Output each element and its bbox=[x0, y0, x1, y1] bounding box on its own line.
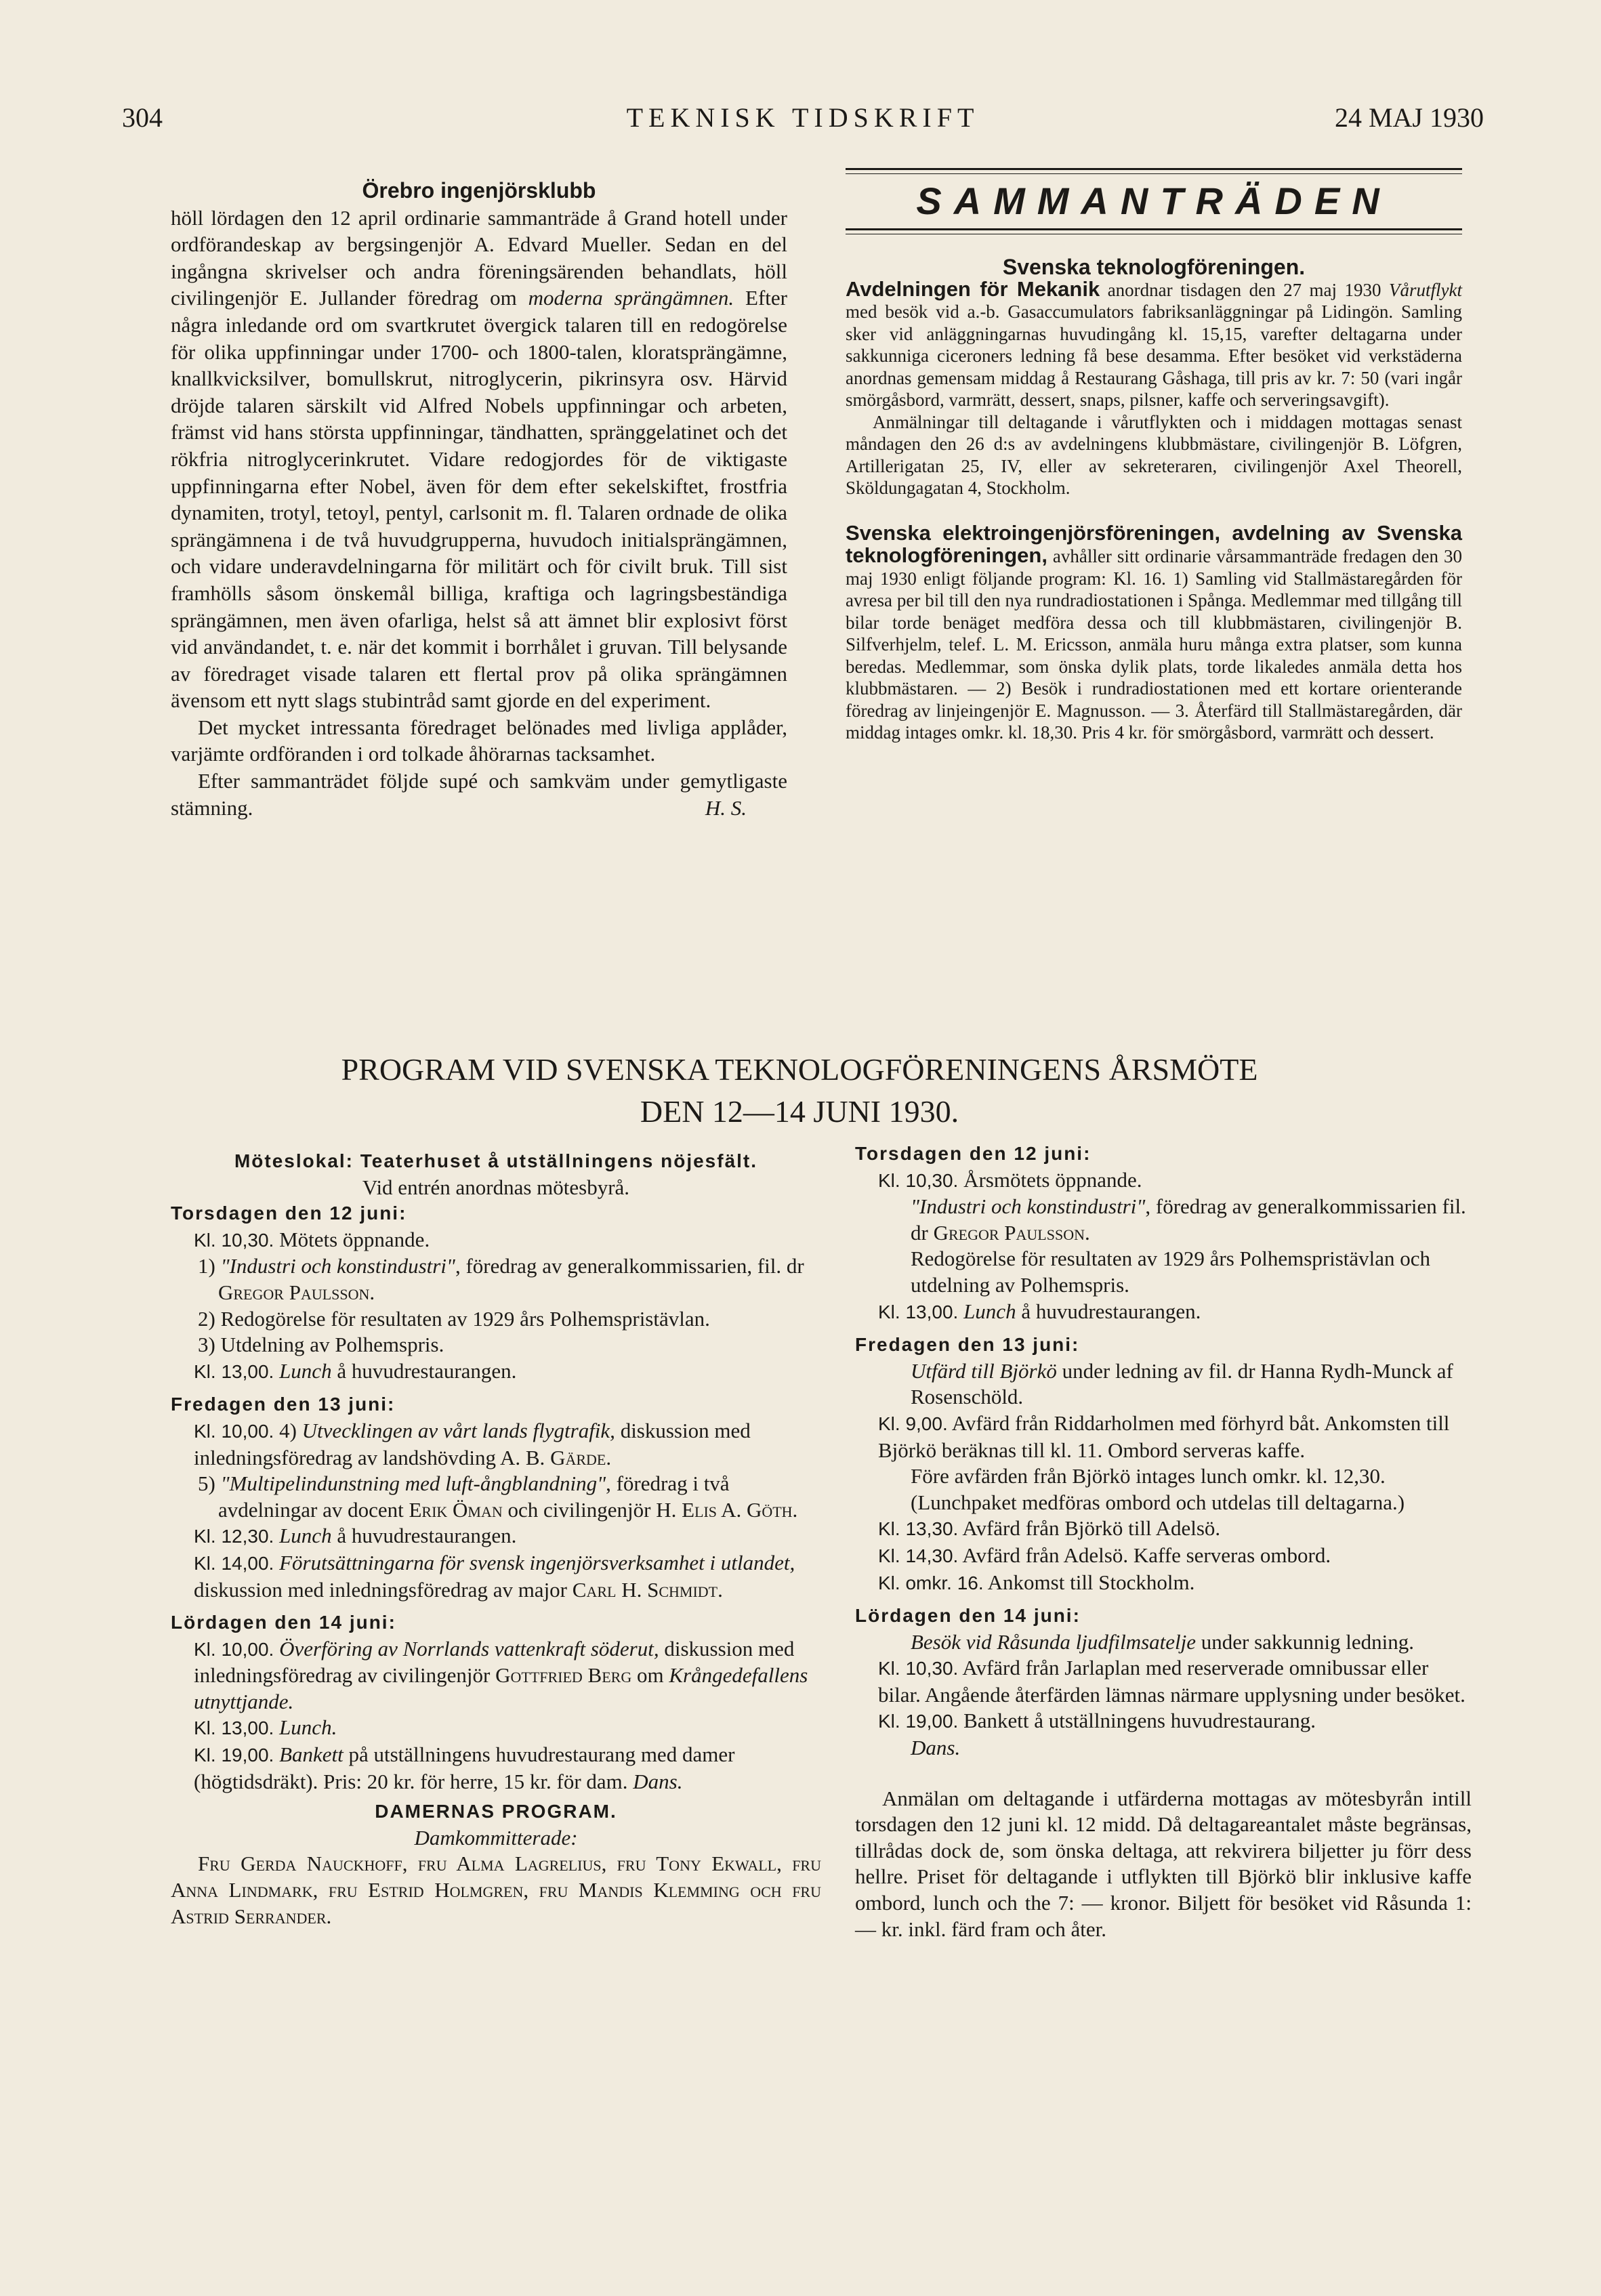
day-heading: Fredagen den 13 juni: bbox=[171, 1394, 396, 1415]
journal-title: TEKNISK TIDSKRIFT bbox=[626, 102, 980, 133]
schedule-item: Kl. 10,30. Mötets öppnande. bbox=[194, 1227, 430, 1251]
ladies-program-heading: DAMERNAS PROGRAM. bbox=[375, 1801, 617, 1822]
program-title: PROGRAM VID SVENSKA TEKNOLOGFÖRENINGENS ÅRSMÖTE DEN 12—14 JUNI 1930. bbox=[341, 1052, 1258, 1129]
schedule-item: Kl. 14,00. Förutsättningarna för svensk ingenjörsverksamhet i utlandet, diskussion med inledningsföredrag av major Carl H. Schmidt. bbox=[194, 1550, 795, 1602]
day-heading: Lördagen den 14 juni: bbox=[171, 1612, 396, 1633]
page-number: 304 bbox=[122, 102, 163, 133]
day-heading: Lördagen den 14 juni: bbox=[855, 1605, 1081, 1627]
schedule-item: Kl. 13,00. Lunch å huvudrestaurangen. bbox=[194, 1358, 517, 1383]
schedule-item: Kl. omkr. 16. Ankomst till Stockholm. bbox=[878, 1570, 1195, 1594]
schedule-item: 5) "Multipelindunstning med luft-ångblandning", föredrag i två avdelningar av docent Erik Öman och civilingenjör H. Elis A. Göth. bbox=[198, 1471, 798, 1522]
sammantraden-title: SAMMANTRÄDEN bbox=[916, 180, 1392, 222]
banner-rule-bottom bbox=[846, 228, 1462, 234]
notice-paragraph: Anmälningar till deltagande i vårutflykten och i middagen mottagas senast måndagen den 26 d:s av avdelningens klubbmästare, civilingenjör B. Löfgren, Artillerigatan 25, IV, eller av sekreteraren, civilingenjör Axel Theorell, Sköldungagatan 4, Stockholm. bbox=[846, 411, 1462, 498]
article-paragraph: höll lördagen den 12 april ordinarie sammanträde å Grand hotell under ordförandeskap av bergsingenjör A. Edvard Mueller. Sedan en del ingångna skrivelser och andra föreningsärenden behandlats, höll civilingenjör E. Jullander föredrag om moderna sprängämnen. Efter några inledande ord om svartkrutet övergick talaren till en redogörelse för olika uppfinningar under 1700- och 1800-talen, kloratsprängämne, knallkvicksilver, bomullskrut, nitroglycerin, pikrinsyra osv. Härvid dröjde talaren särskilt vid Alfred Nobels uppfinningar och arbeten, främst vid hans största uppfinningar, tändhatten, spränggelatinet och det rökfria nitroglycerinkrutet. Vidare redogjordes för de viktigaste uppfinningarna efter Nobel, även för dem efter sekelskiftet, frostfria dynamiten, trotyl, tetoyl, pentyl, carlsonit m. fl. Talaren ordnade de olika sprängämnena i de två huvudgrupperna, huvudoch initialsprängämnen, och vidare underavdelningarna för militärt och för civilt bruk. Till sist framhölls såsom önskemål billiga, kraftiga och lagringsbeständiga sprängämnen, men även ofarliga, helst så att ämnet blir explosivt först vid användandet, t. e. när det kommit i borrhålet i gruvan. Till belysande av föredraget visade talaren ett flertal prov på olika sprängämnen ävensom ett nytt slags stubintråd samt gjorde en del experiment. bbox=[171, 205, 787, 713]
schedule-item: Kl. 10,30. Avfärd från Jarlaplan med reserverade omnibussar eller bilar. Angående återfärden lämnas närmare upplysning under besöket. bbox=[878, 1656, 1465, 1707]
schedule-item: Kl. 19,00. Bankett på utställningens huvudrestaurang med damer (högtidsdräkt). Pris: 20 kr. för herre, 15 kr. för dam. Dans. bbox=[194, 1742, 735, 1793]
schedule-item: Kl. 9,00. Avfärd från Riddarholmen med förhyrd båt. Ankomsten till Björkö beräknas till kl. 11. Ombord serveras kaffe. bbox=[878, 1411, 1450, 1462]
ladies-committee-label: Damkommitterade: bbox=[414, 1825, 578, 1850]
schedule-item: Kl. 10,30. Årsmötets öppnande. bbox=[878, 1167, 1142, 1192]
program-right-column bbox=[855, 1141, 1472, 1942]
closing-paragraph: Anmälan om deltagande i utfärderna mottagas av mötesbyrån intill torsdagen den 12 juni kl. 12 midd. Då deltagareantalet måste begränsas, tillrådas dock de, som önska deltaga, att rekvirera biljetter ju förr dess hellre. Priset för deltagande i utflykten till Björkö blir inklusive kaffe ombord, lunch och the 7: — kronor. Biljett för besöket vid Råsunda 1: — kr. inkl. färd fram och åter. bbox=[855, 1786, 1472, 1941]
schedule-item: 2) Redogörelse för resultaten av 1929 års Polhemspristävlan. bbox=[198, 1306, 710, 1331]
article-orebro bbox=[171, 178, 787, 821]
day-heading: Fredagen den 13 juni: bbox=[855, 1334, 1080, 1356]
sammantraden-banner bbox=[846, 168, 1462, 234]
day-heading: Torsdagen den 12 juni: bbox=[171, 1203, 407, 1224]
sammantraden-notices bbox=[846, 256, 1462, 744]
schedule-item: Kl. 12,30. Lunch å huvudrestaurangen. bbox=[194, 1524, 517, 1548]
ladies-committee-names: Fru Gerda Nauckhoff, fru Alma Lagrelius, fru Tony Ekwall, fru Anna Lindmark, fru Estrid Holmgren, fru Mandis Klemming och fru Astrid Serrander. bbox=[171, 1852, 821, 1928]
venue-note: Vid entrén anordnas mötesbyrå. bbox=[362, 1175, 630, 1199]
article-signature: H. S. bbox=[705, 795, 747, 820]
schedule-item: Kl. 19,00. Bankett å utställningens huvudrestaurang. bbox=[878, 1709, 1316, 1733]
issue-date: 24 MAJ 1930 bbox=[1334, 102, 1484, 133]
schedule-item: Kl. 13,00. Lunch å huvudrestaurangen. bbox=[878, 1299, 1201, 1323]
schedule-item: Besök vid Råsunda ljudfilmsatelje under sakkunnig ledning. bbox=[911, 1629, 1415, 1654]
article-paragraph: Det mycket intressanta föredraget belönades med livliga applåder, varjämte ordföranden i ord tolkade åhörarnas tacksamhet. bbox=[171, 715, 787, 766]
schedule-item: 1) "Industri och konstindustri", föredrag av generalkommissarien, fil. dr Gregor Paulsson. bbox=[198, 1254, 804, 1304]
program-left-column bbox=[171, 1148, 821, 1929]
notice-heading: Svenska teknologföreningen. bbox=[1002, 255, 1306, 279]
banner-rule-top bbox=[846, 168, 1462, 174]
article-paragraph: Efter sammanträdet följde supé och samkväm under gemytligaste stämning. bbox=[171, 769, 787, 820]
running-header bbox=[122, 102, 1484, 156]
schedule-item: Kl. 10,00. Överföring av Norrlands vattenkraft söderut, diskussion med inledningsföredrag av civilingenjör Gottfried Berg om Krångedefallens utnyttjande. bbox=[194, 1636, 808, 1713]
schedule-item: Redogörelse för resultaten av 1929 års Polhemspristävlan och utdelning av Polhemspris. bbox=[911, 1247, 1431, 1297]
article-heading: Örebro ingenjörsklubb bbox=[362, 178, 596, 203]
schedule-item: Utfärd till Björkö under ledning av fil. dr Hanna Rydh-Munck af Rosenschöld. bbox=[911, 1358, 1453, 1409]
schedule-item: 3) Utdelning av Polhemspris. bbox=[198, 1333, 444, 1357]
schedule-item: Kl. 14,30. Avfärd från Adelsö. Kaffe serveras ombord. bbox=[878, 1543, 1331, 1567]
schedule-item: Före avfärden från Björkö intages lunch omkr. kl. 12,30. (Lunchpaket medföras ombord och utdelas till deltagarna.) bbox=[911, 1464, 1405, 1514]
schedule-item: Kl. 13,30. Avfärd från Björkö till Adelsö. bbox=[878, 1516, 1221, 1541]
schedule-item: Dans. bbox=[911, 1736, 961, 1760]
schedule-item: Kl. 13,00. Lunch. bbox=[194, 1715, 337, 1740]
schedule-item: "Industri och konstindustri", föredrag av generalkommissarien fil. dr Gregor Paulsson. bbox=[911, 1194, 1466, 1245]
notice-paragraph: Avdelningen för Mekanik anordnar tisdagen den 27 maj 1930 Vårutflykt med besök vid a.-b. Gasaccumulators fabriksanläggningar på Lidingön. Samling sker vid anläggningarnas huvudingång kl. 15,15, varefter deltagarna under sakkunniga ciceroners ledning få bese desamma. Efter besöket vid verkstäderna anordnas gemensam middag å Restaurang Gåshaga, till pris av kr. 7: 50 (vari ingår smörgåsbord, varmrätt, dessert, snaps, pilsner, kaffe och serveringsavgift). bbox=[846, 276, 1462, 410]
schedule-item: Kl. 10,00. 4) Utvecklingen av vårt lands flygtrafik, diskussion med inledningsföredrag av landshövding A. B. Gärde. bbox=[194, 1418, 751, 1469]
venue: Möteslokal: Teaterhuset å utställningens nöjesfält. bbox=[234, 1150, 758, 1171]
notice-paragraph: Svenska elektroingenjörsföreningen, avdelning av Svenska teknologföreningen, avhåller sitt ordinarie vårsammanträde fredagen den 30 maj 1930 enligt följande program: Kl. 16. 1) Samling vid Stallmästaregården för avresa per bil till den nya rundradiostationen i Spånga. Medlemmar med tillgång till bilar torde benäget medföra dessa och till klubbmästaren, civilingenjör B. Silfverhjelm, telef. L. M. Ericsson, anmäla huru många extra platser, som kunna beredas. Medlemmar, som önska dylik plats, torde likaledes anmäla detta hos klubbmästaren. — 2) Besök i rundradiostationen med ett kortare orienterande föredrag av linjeingenjör E. Magnusson. — 3. Återfärd till Stallmästaregården, där middag intages omkr. kl. 18,30. Pris 4 kr. för smörgåsbord, varmrätt och dessert. bbox=[846, 520, 1462, 743]
day-heading: Torsdagen den 12 juni: bbox=[855, 1143, 1091, 1164]
